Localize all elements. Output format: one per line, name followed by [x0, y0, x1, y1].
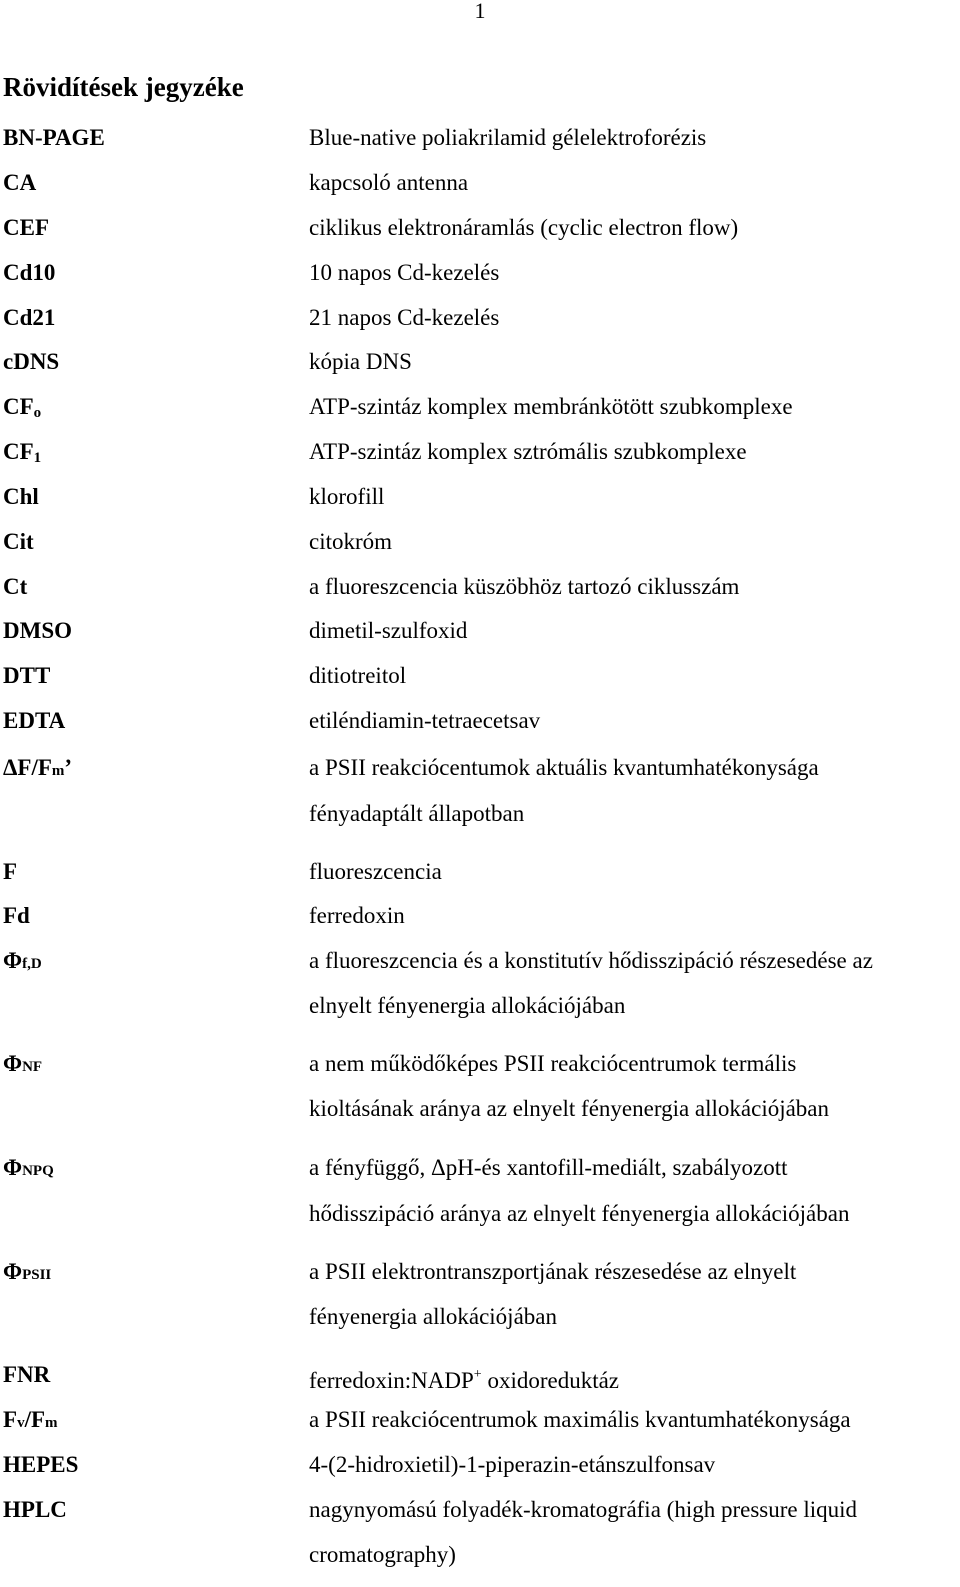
definition-line: elnyelt fényenergia allokációjában: [309, 993, 626, 1018]
abbreviation: EDTA: [3, 708, 66, 733]
definition: kapcsoló antenna: [309, 170, 469, 195]
definition: ATP-szintáz komplex membránkötött szubkomplexe: [309, 394, 793, 419]
abbreviation: Φf,D: [3, 948, 42, 973]
abbreviation: BN-PAGE: [3, 125, 105, 150]
definition: a fluoreszcencia küszöbhöz tartozó ciklusszám: [309, 574, 740, 599]
definition: a PSII reakciócentrumok maximális kvantumhatékonysága: [309, 1407, 851, 1432]
abbreviation: ΦNF: [3, 1051, 43, 1076]
page-title: Rövidítések jegyzéke: [3, 72, 244, 102]
abbreviation: Fv/Fm: [3, 1407, 58, 1432]
definition: 4-(2-hidroxietil)-1-piperazin-etánszulfonsav: [309, 1452, 716, 1477]
definition: ATP-szintáz komplex sztrómális szubkomplexe: [309, 439, 747, 464]
definition: kópia DNS: [309, 349, 412, 374]
abbreviation: CEF: [3, 215, 49, 240]
abbreviation: HPLC: [3, 1497, 67, 1522]
definition: 10 napos Cd-kezelés: [309, 260, 500, 285]
definition: nagynyomású folyadék-kromatográfia (high pressure liquid: [309, 1497, 858, 1522]
definition: etiléndiamin-tetraecetsav: [309, 708, 541, 733]
definition-line: hődisszipáció aránya az elnyelt fényenergia allokációjában: [309, 1201, 850, 1226]
definition: 21 napos Cd-kezelés: [309, 305, 500, 330]
abbreviation: cDNS: [3, 349, 60, 374]
definition: Blue-native poliakrilamid gélelektroforézis: [309, 125, 707, 150]
definition: a fluoreszcencia és a konstitutív hődisszipáció részesedése az: [309, 948, 873, 973]
definition: ferredoxin:NADP+ oxidoreduktáz: [309, 1367, 620, 1393]
definition: ferredoxin: [309, 903, 405, 928]
abbreviation: HEPES: [3, 1452, 79, 1477]
definition-line: fényadaptált állapotban: [309, 801, 525, 826]
abbreviation: FNR: [3, 1362, 51, 1387]
definition: ditiotreitol: [309, 663, 407, 688]
definition: ciklikus elektronáramlás (cyclic electron flow): [309, 215, 739, 240]
abbreviation: Fd: [3, 903, 30, 928]
abbreviation: DTT: [3, 663, 51, 688]
abbreviation: DMSO: [3, 618, 72, 643]
abbreviation: Cd10: [3, 260, 56, 285]
definition: citokróm: [309, 529, 393, 554]
abbreviation: $CF_1$: [3, 439, 42, 466]
abbreviation: Cd21: [3, 305, 56, 330]
definition-line: kioltásának aránya az elnyelt fényenergia allokációjában: [309, 1096, 830, 1121]
abbreviation: Ct: [3, 574, 28, 599]
page-number: 1: [474, 0, 486, 23]
abbreviation: ΦNPQ: [3, 1155, 54, 1180]
definition: klorofill: [309, 484, 385, 509]
definition: fluoreszcencia: [309, 859, 442, 884]
definition: a nem működőképes PSII reakciócentrumok termális: [309, 1051, 797, 1076]
abbreviation: $CF_o$: [3, 394, 42, 421]
abbreviation: CA: [3, 170, 37, 195]
definition-line: cromatography): [309, 1542, 456, 1567]
abbreviation: F: [3, 859, 18, 884]
definition-line: fényenergia allokációjában: [309, 1304, 557, 1329]
definition: a fényfüggő, ΔpH-és xantofill-mediált, szabályozott: [309, 1155, 788, 1180]
definition: a PSII elektrontranszportjának részesedése az elnyelt: [309, 1259, 797, 1284]
definition: dimetil-szulfoxid: [309, 618, 468, 643]
abbreviation: Cit: [3, 529, 34, 554]
abbreviation: Chl: [3, 484, 39, 509]
definition: a PSII reakciócentumok aktuális kvantumhatékonysága: [309, 755, 819, 780]
abbreviation: ΔF/Fm’: [3, 755, 73, 780]
abbreviation: ΦPSII: [3, 1259, 52, 1284]
